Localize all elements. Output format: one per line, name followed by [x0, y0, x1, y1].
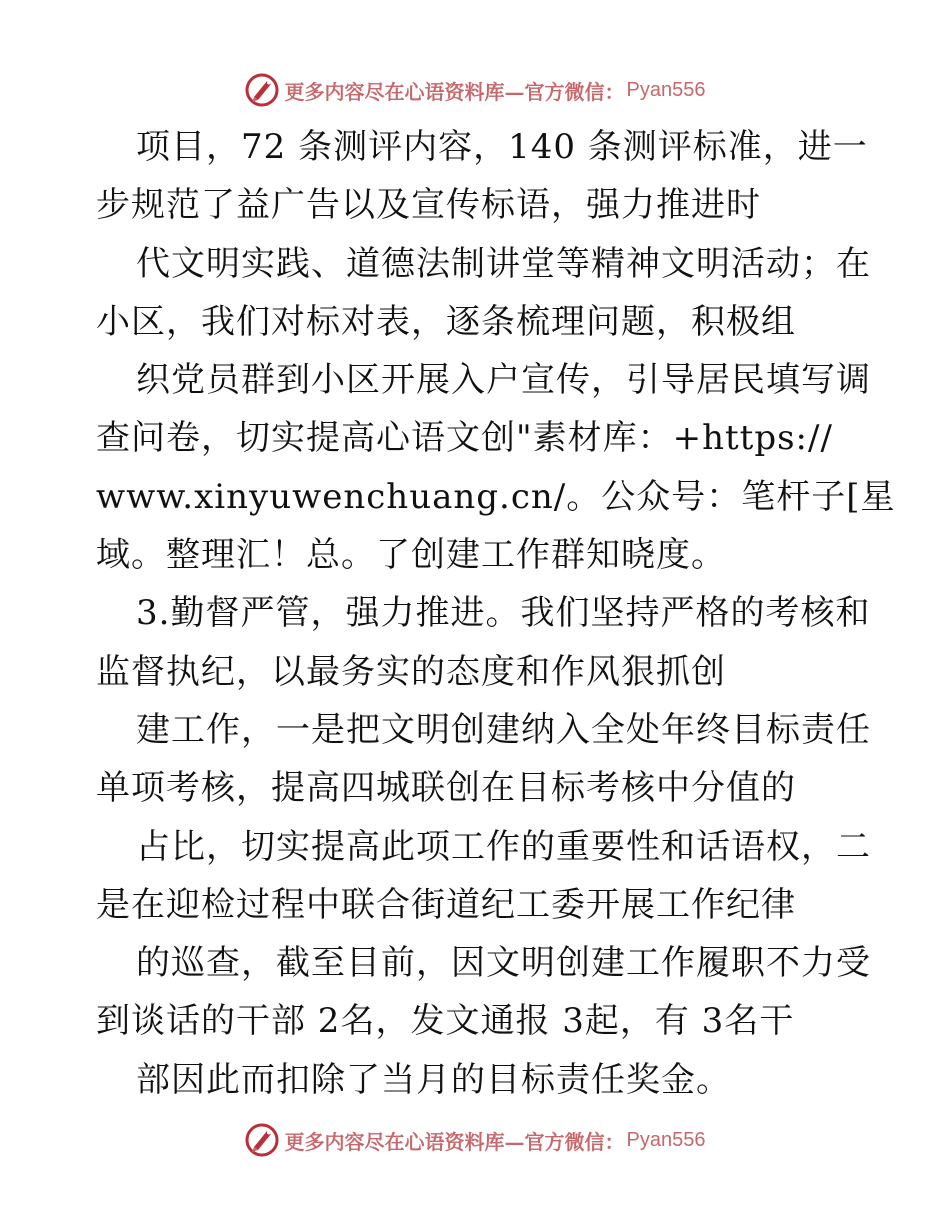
body-line: 小区，我们对标对表，逐条梳理问题，积极组 — [96, 301, 796, 342]
body-line: 的巡查，截至目前，因文明创建工作履职不力受 — [136, 943, 871, 984]
footer-banner — [0, 1120, 950, 1160]
document-body — [96, 118, 896, 1109]
banner-text: 更多内容尽在心语资料库—官方微信： — [284, 1129, 625, 1154]
body-line: 查问卷，切实提高心语文创"素材库：+https:// — [96, 418, 833, 459]
body-line: 部因此而扣除了当月的目标责任奖金。 — [136, 1059, 731, 1100]
logo-icon — [245, 1123, 279, 1157]
logo-icon — [245, 73, 279, 107]
body-line: 建工作，一是把文明创建纳入全处年终目标责任 — [136, 709, 871, 750]
body-line: 是在迎检过程中联合街道纪工委开展工作纪律 — [96, 884, 796, 925]
banner-text: 更多内容尽在心语资料库—官方微信： — [284, 79, 625, 104]
body-line: 织党员群到小区开展入户宣传，引导居民填写调 — [136, 360, 871, 401]
body-line: 单项考核，提高四城联创在目标考核中分值的 — [96, 768, 796, 809]
banner-wechat-id: Pyan556 — [626, 1128, 706, 1151]
body-line: 步规范了益广告以及宣传标语，强力推进时 — [96, 185, 761, 226]
body-line: 项目，72 条测评内容，140 条测评标准，进一 — [136, 127, 868, 167]
body-line: 域。整理汇！总。了创建工作群知晓度。 — [96, 535, 726, 576]
body-line: 3.勤督严管，强力推进。我们坚持严格的考核和 — [136, 593, 871, 634]
body-line: 代文明实践、道德法制讲堂等精神文明活动；在 — [136, 243, 871, 284]
header-banner — [0, 70, 950, 110]
body-line: www.xinyuwenchuang.cn/。公众号：笔杆子[星 — [96, 476, 896, 517]
body-line: 占比，切实提高此项工作的重要性和话语权，二 — [136, 826, 871, 867]
banner-wechat-id: Pyan556 — [626, 78, 706, 101]
body-line: 到谈话的干部 2名，发文通报 3起，有 3名干 — [96, 1001, 795, 1042]
body-line: 监督执纪，以最务实的态度和作风狠抓创 — [96, 651, 726, 692]
